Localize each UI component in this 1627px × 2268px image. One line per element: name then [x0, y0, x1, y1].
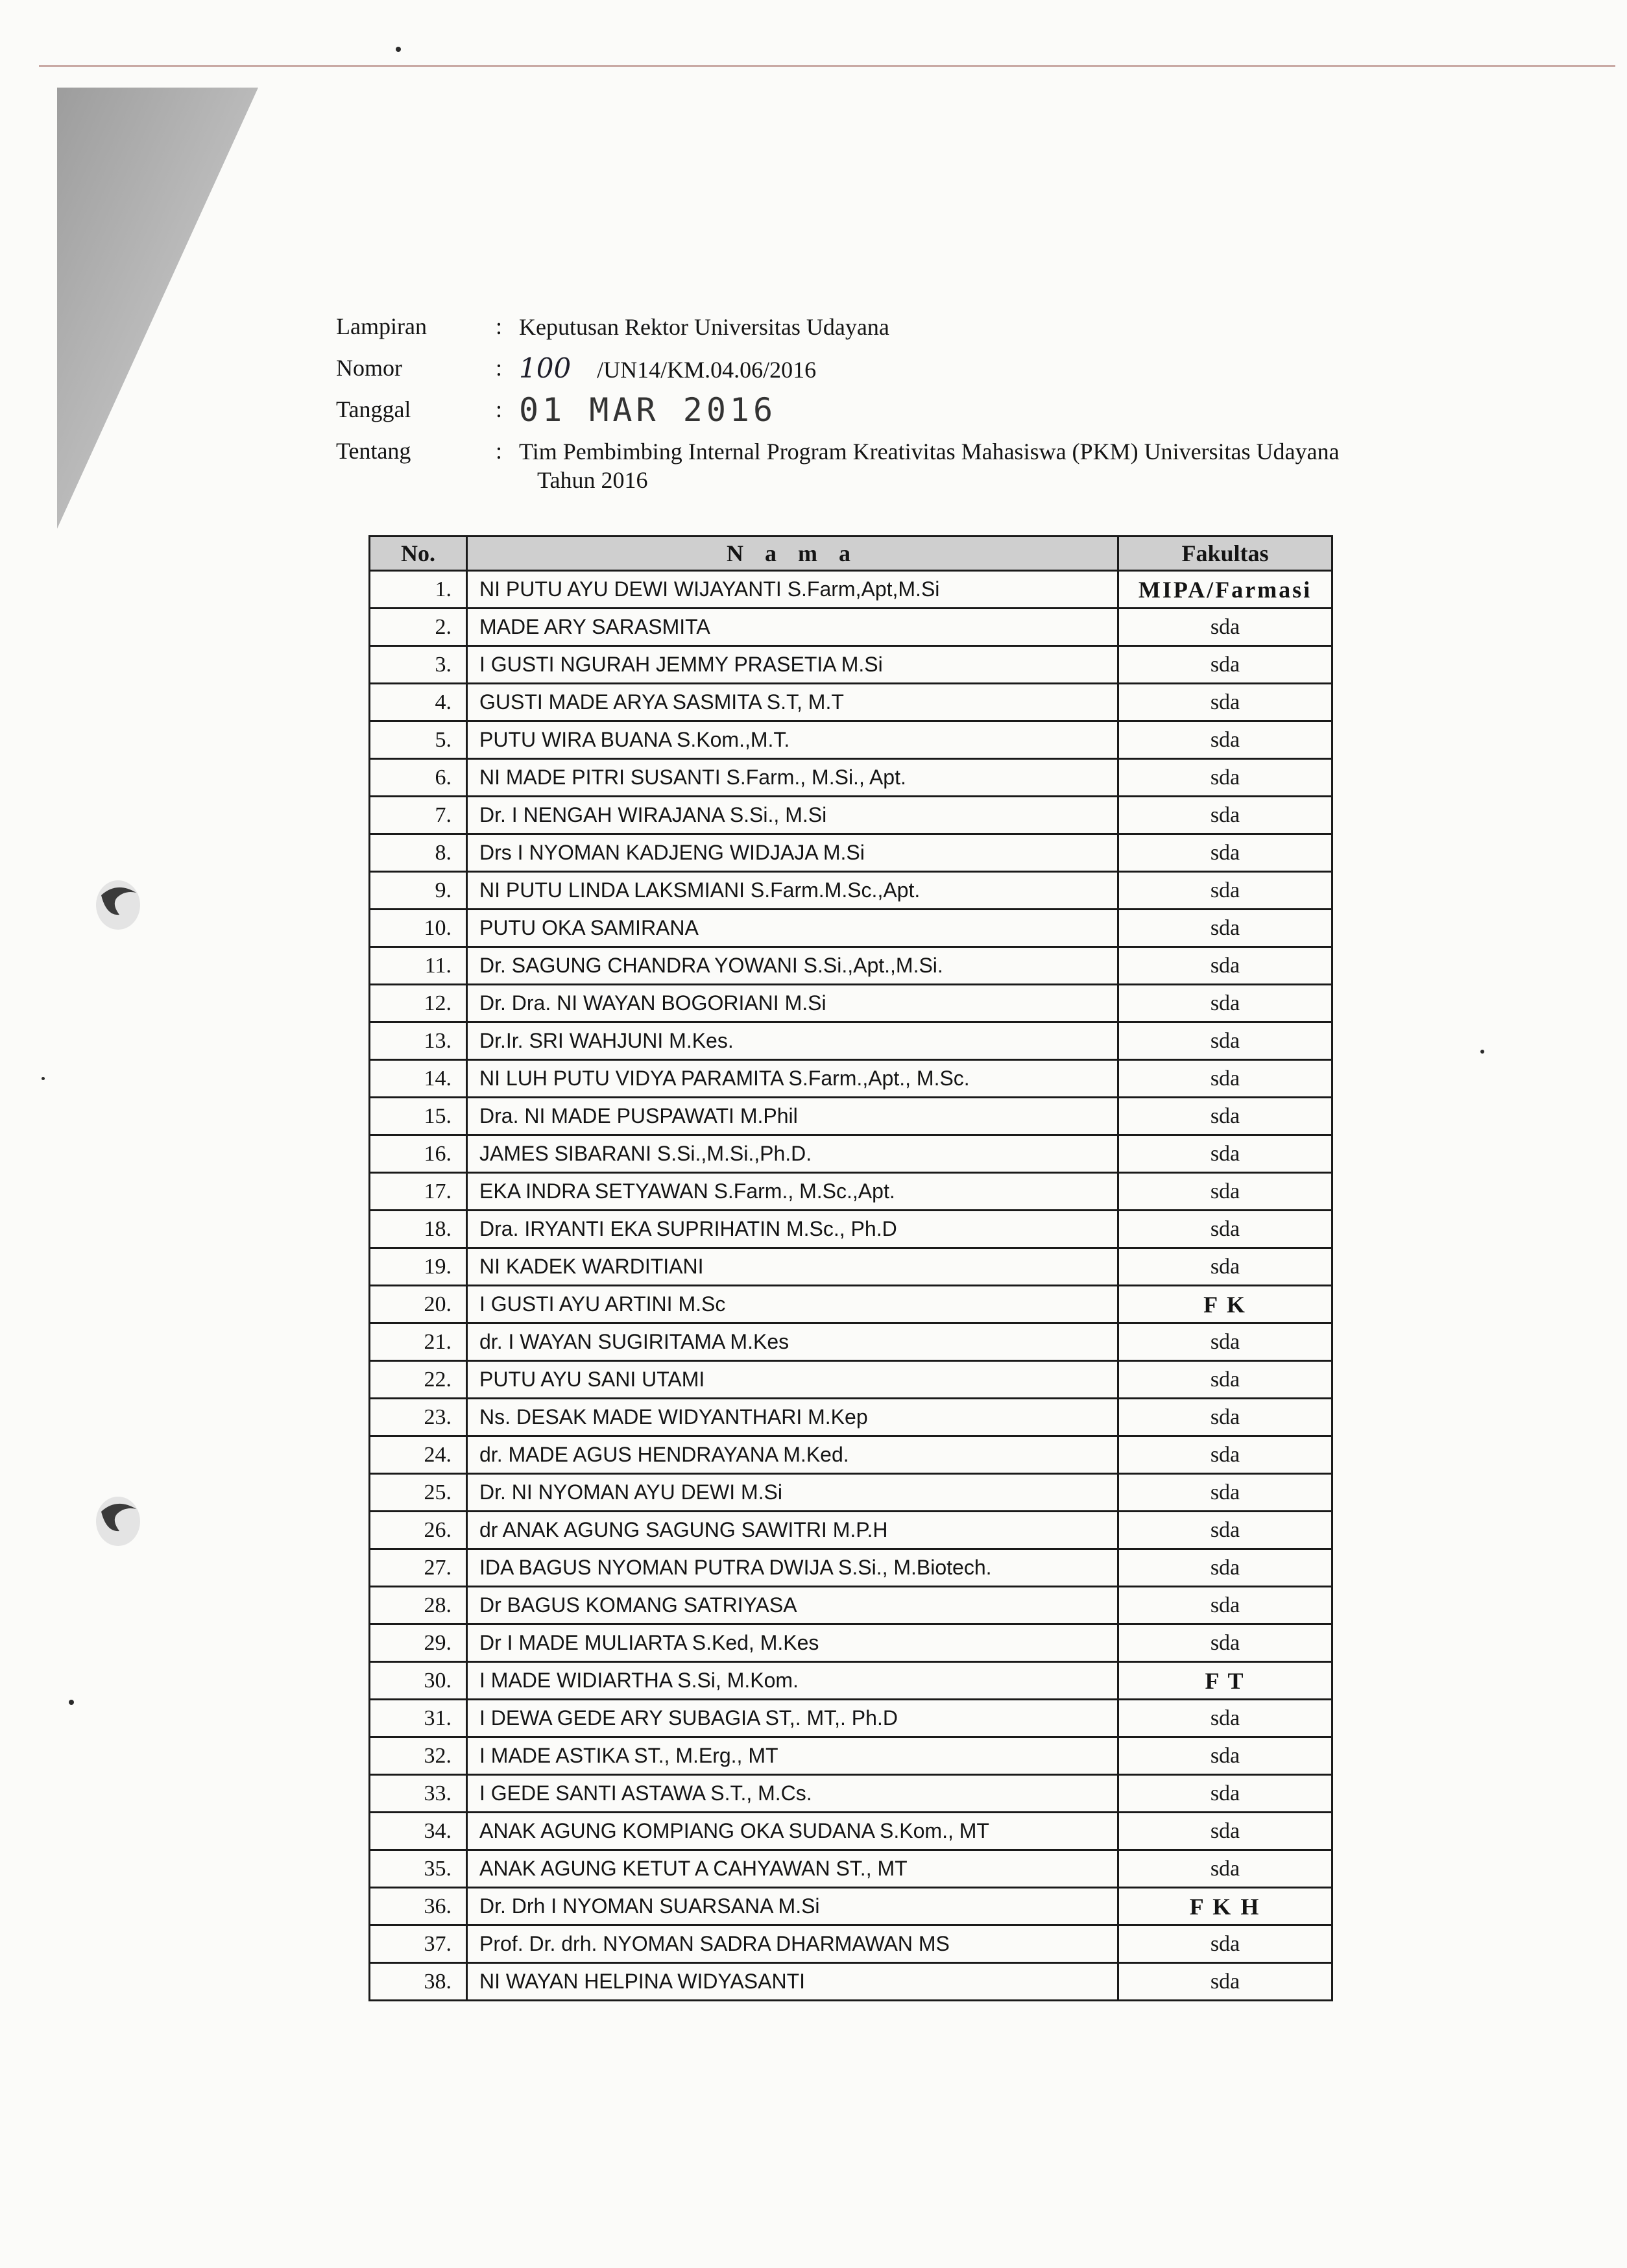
row-faculty: sda	[1118, 985, 1332, 1022]
row-faculty: sda	[1118, 1925, 1332, 1963]
colon: :	[496, 438, 503, 464]
row-name: dr ANAK AGUNG SAGUNG SAWITRI M.P.H	[467, 1512, 1118, 1549]
table-row	[370, 1361, 1332, 1399]
row-faculty: sda	[1118, 1022, 1332, 1060]
row-faculty: sda	[1118, 1587, 1332, 1624]
row-faculty: MIPA/Farmasi	[1118, 571, 1332, 609]
header-no: No.	[370, 537, 467, 571]
row-faculty: sda	[1118, 910, 1332, 947]
row-faculty: sda	[1118, 684, 1332, 721]
row-faculty: sda	[1118, 797, 1332, 834]
punch-hole-top	[91, 876, 143, 934]
table-row	[370, 947, 1332, 985]
row-faculty: sda	[1118, 1173, 1332, 1211]
table-row	[370, 834, 1332, 872]
row-number: 33.	[370, 1775, 467, 1813]
table-row	[370, 1813, 1332, 1850]
table-row	[370, 985, 1332, 1022]
row-number: 36.	[370, 1888, 467, 1925]
table-row	[370, 1888, 1332, 1925]
tentang-value	[519, 437, 1531, 494]
row-name: PUTU OKA SAMIRANA	[467, 910, 1118, 947]
row-number: 7.	[370, 797, 467, 834]
row-faculty: sda	[1118, 1737, 1332, 1775]
row-name: Dr. Dra. NI WAYAN BOGORIANI M.Si	[467, 985, 1118, 1022]
speck	[1480, 1050, 1484, 1054]
row-number: 35.	[370, 1850, 467, 1888]
row-name: I MADE WIDIARTHA S.Si, M.Kom.	[467, 1662, 1118, 1700]
table-row	[370, 1587, 1332, 1624]
row-name: Dr. Drh I NYOMAN SUARSANA M.Si	[467, 1888, 1118, 1925]
row-faculty: sda	[1118, 1436, 1332, 1474]
table-row	[370, 1775, 1332, 1813]
row-faculty: sda	[1118, 1775, 1332, 1813]
row-name: Prof. Dr. drh. NYOMAN SADRA DHARMAWAN MS	[467, 1925, 1118, 1963]
nomor-value: /UN14/KM.04.06/2016	[597, 357, 817, 383]
row-faculty: sda	[1118, 1549, 1332, 1587]
row-number: 24.	[370, 1436, 467, 1474]
nomor-row	[336, 354, 1543, 396]
table-row	[370, 609, 1332, 646]
row-number: 37.	[370, 1925, 467, 1963]
table-row	[370, 1925, 1332, 1963]
row-number: 9.	[370, 872, 467, 910]
row-faculty: sda	[1118, 721, 1332, 759]
table-row	[370, 1022, 1332, 1060]
row-number: 13.	[370, 1022, 467, 1060]
row-number: 29.	[370, 1624, 467, 1662]
folded-corner-shading	[57, 88, 265, 529]
page-top-rule	[39, 65, 1615, 67]
row-number: 3.	[370, 646, 467, 684]
row-number: 22.	[370, 1361, 467, 1399]
row-number: 14.	[370, 1060, 467, 1098]
row-number: 32.	[370, 1737, 467, 1775]
row-number: 38.	[370, 1963, 467, 2001]
table-row	[370, 1512, 1332, 1549]
row-number: 25.	[370, 1474, 467, 1512]
row-faculty: F K H	[1118, 1888, 1332, 1925]
row-faculty: sda	[1118, 646, 1332, 684]
row-name: NI KADEK WARDITIANI	[467, 1248, 1118, 1286]
row-name: ANAK AGUNG KETUT A CAHYAWAN ST., MT	[467, 1850, 1118, 1888]
table-row	[370, 646, 1332, 684]
lampiran-value: Keputusan Rektor Universitas Udayana	[519, 314, 889, 340]
row-faculty: sda	[1118, 609, 1332, 646]
lampiran-label: Lampiran	[336, 313, 427, 339]
speck	[42, 1077, 45, 1080]
table-row	[370, 1060, 1332, 1098]
table-row	[370, 1323, 1332, 1361]
row-faculty: sda	[1118, 1135, 1332, 1173]
row-number: 10.	[370, 910, 467, 947]
row-faculty: sda	[1118, 1700, 1332, 1737]
row-number: 4.	[370, 684, 467, 721]
row-faculty: sda	[1118, 759, 1332, 797]
row-name: NI LUH PUTU VIDYA PARAMITA S.Farm.,Apt., M.Sc.	[467, 1060, 1118, 1098]
row-name: Dr. SAGUNG CHANDRA YOWANI S.Si.,Apt.,M.Si.	[467, 947, 1118, 985]
table-row	[370, 1173, 1332, 1211]
row-number: 5.	[370, 721, 467, 759]
row-name: Dr I MADE MULIARTA S.Ked, M.Kes	[467, 1624, 1118, 1662]
table-row	[370, 872, 1332, 910]
table-row	[370, 1963, 1332, 2001]
row-number: 21.	[370, 1323, 467, 1361]
row-faculty: sda	[1118, 1624, 1332, 1662]
row-number: 11.	[370, 947, 467, 985]
row-faculty: sda	[1118, 1963, 1332, 2001]
row-name: JAMES SIBARANI S.Si.,M.Si.,Ph.D.	[467, 1135, 1118, 1173]
colon: :	[496, 313, 503, 339]
table-row	[370, 1248, 1332, 1286]
table-row	[370, 1850, 1332, 1888]
row-faculty: sda	[1118, 1323, 1332, 1361]
nomor-value-wrap	[519, 354, 1531, 384]
header-nama: N a m a	[467, 537, 1118, 571]
row-name: NI PUTU LINDA LAKSMIANI S.Farm.M.Sc.,Apt.	[467, 872, 1118, 910]
row-name: Dr. NI NYOMAN AYU DEWI M.Si	[467, 1474, 1118, 1512]
row-faculty: sda	[1118, 1474, 1332, 1512]
row-faculty: sda	[1118, 1361, 1332, 1399]
row-name: dr. I WAYAN SUGIRITAMA M.Kes	[467, 1323, 1118, 1361]
table-row	[370, 1399, 1332, 1436]
row-name: GUSTI MADE ARYA SASMITA S.T, M.T	[467, 684, 1118, 721]
row-number: 1.	[370, 571, 467, 609]
table-row	[370, 1286, 1332, 1323]
table-row	[370, 1474, 1332, 1512]
colon: :	[496, 355, 503, 381]
row-number: 17.	[370, 1173, 467, 1211]
table-row	[370, 1662, 1332, 1700]
table-row	[370, 759, 1332, 797]
nomor-handwritten: 100	[519, 352, 572, 384]
row-faculty: sda	[1118, 1399, 1332, 1436]
nomor-label: Nomor	[336, 355, 402, 381]
row-name: PUTU WIRA BUANA S.Kom.,M.T.	[467, 721, 1118, 759]
row-name: I GUSTI AYU ARTINI M.Sc	[467, 1286, 1118, 1323]
tanggal-label: Tanggal	[336, 396, 411, 422]
table-row	[370, 1135, 1332, 1173]
row-number: 15.	[370, 1098, 467, 1135]
speck	[69, 1700, 74, 1705]
row-name: Dr. I NENGAH WIRAJANA S.Si., M.Si	[467, 797, 1118, 834]
tanggal-row	[336, 391, 1543, 437]
tentang-line-1: Tim Pembimbing Internal Program Kreativitas Mahasiswa (PKM) Universitas Udayana	[519, 439, 1340, 464]
row-faculty: sda	[1118, 872, 1332, 910]
tentang-row	[336, 437, 1543, 509]
table-row	[370, 1211, 1332, 1248]
row-name: Ns. DESAK MADE WIDYANTHARI M.Kep	[467, 1399, 1118, 1436]
table-row	[370, 1624, 1332, 1662]
row-number: 28.	[370, 1587, 467, 1624]
row-faculty: sda	[1118, 1512, 1332, 1549]
punch-hole-bottom	[91, 1492, 143, 1550]
row-number: 18.	[370, 1211, 467, 1248]
row-name: IDA BAGUS NYOMAN PUTRA DWIJA S.Si., M.Biotech.	[467, 1549, 1118, 1587]
table-row	[370, 721, 1332, 759]
row-faculty: sda	[1118, 1211, 1332, 1248]
table-row	[370, 1098, 1332, 1135]
speck	[396, 47, 401, 52]
row-name: NI WAYAN HELPINA WIDYASANTI	[467, 1963, 1118, 2001]
row-number: 31.	[370, 1700, 467, 1737]
row-name: I MADE ASTIKA ST., M.Erg., MT	[467, 1737, 1118, 1775]
row-faculty: sda	[1118, 1060, 1332, 1098]
row-name: Dr.Ir. SRI WAHJUNI M.Kes.	[467, 1022, 1118, 1060]
row-faculty: sda	[1118, 1813, 1332, 1850]
table-row	[370, 571, 1332, 609]
row-name: Dra. NI MADE PUSPAWATI M.Phil	[467, 1098, 1118, 1135]
row-name: Dra. IRYANTI EKA SUPRIHATIN M.Sc., Ph.D	[467, 1211, 1118, 1248]
row-number: 26.	[370, 1512, 467, 1549]
table-row	[370, 797, 1332, 834]
row-name: Drs I NYOMAN KADJENG WIDJAJA M.Si	[467, 834, 1118, 872]
tentang-label: Tentang	[336, 438, 411, 464]
row-faculty: sda	[1118, 1248, 1332, 1286]
row-name: NI MADE PITRI SUSANTI S.Farm., M.Si., Apt.	[467, 759, 1118, 797]
row-number: 6.	[370, 759, 467, 797]
row-faculty: F K	[1118, 1286, 1332, 1323]
row-faculty: sda	[1118, 1098, 1332, 1135]
row-name: PUTU AYU SANI UTAMI	[467, 1361, 1118, 1399]
letter-header	[336, 313, 1543, 509]
row-number: 16.	[370, 1135, 467, 1173]
row-name: NI PUTU AYU DEWI WIJAYANTI S.Farm,Apt,M.Si	[467, 571, 1118, 609]
row-number: 34.	[370, 1813, 467, 1850]
pembimbing-table	[368, 535, 1333, 2001]
row-name: Dr BAGUS KOMANG SATRIYASA	[467, 1587, 1118, 1624]
date-stamp: 01 MAR 2016	[519, 391, 777, 429]
table-row	[370, 1549, 1332, 1587]
row-name: I GEDE SANTI ASTAWA S.T., M.Cs.	[467, 1775, 1118, 1813]
table-row	[370, 1700, 1332, 1737]
table-row	[370, 1436, 1332, 1474]
row-number: 2.	[370, 609, 467, 646]
row-faculty: sda	[1118, 947, 1332, 985]
header-fakultas: Fakultas	[1118, 537, 1332, 571]
row-number: 23.	[370, 1399, 467, 1436]
tentang-line-2: Tahun 2016	[537, 467, 648, 493]
row-number: 20.	[370, 1286, 467, 1323]
row-number: 12.	[370, 985, 467, 1022]
table-body	[370, 571, 1332, 2001]
row-faculty: F T	[1118, 1662, 1332, 1700]
colon: :	[496, 396, 503, 422]
row-number: 19.	[370, 1248, 467, 1286]
row-number: 30.	[370, 1662, 467, 1700]
row-name: I DEWA GEDE ARY SUBAGIA ST,. MT,. Ph.D	[467, 1700, 1118, 1737]
row-number: 8.	[370, 834, 467, 872]
row-faculty: sda	[1118, 1850, 1332, 1888]
pembimbing-table-wrap	[368, 535, 1333, 2001]
lampiran-row	[336, 313, 1543, 354]
row-name: MADE ARY SARASMITA	[467, 609, 1118, 646]
row-faculty: sda	[1118, 834, 1332, 872]
row-name: dr. MADE AGUS HENDRAYANA M.Ked.	[467, 1436, 1118, 1474]
table-row	[370, 910, 1332, 947]
row-name: EKA INDRA SETYAWAN S.Farm., M.Sc.,Apt.	[467, 1173, 1118, 1211]
table-row	[370, 1737, 1332, 1775]
table-row	[370, 684, 1332, 721]
row-number: 27.	[370, 1549, 467, 1587]
row-name: I GUSTI NGURAH JEMMY PRASETIA M.Si	[467, 646, 1118, 684]
table-header-row	[370, 537, 1332, 571]
row-name: ANAK AGUNG KOMPIANG OKA SUDANA S.Kom., MT	[467, 1813, 1118, 1850]
